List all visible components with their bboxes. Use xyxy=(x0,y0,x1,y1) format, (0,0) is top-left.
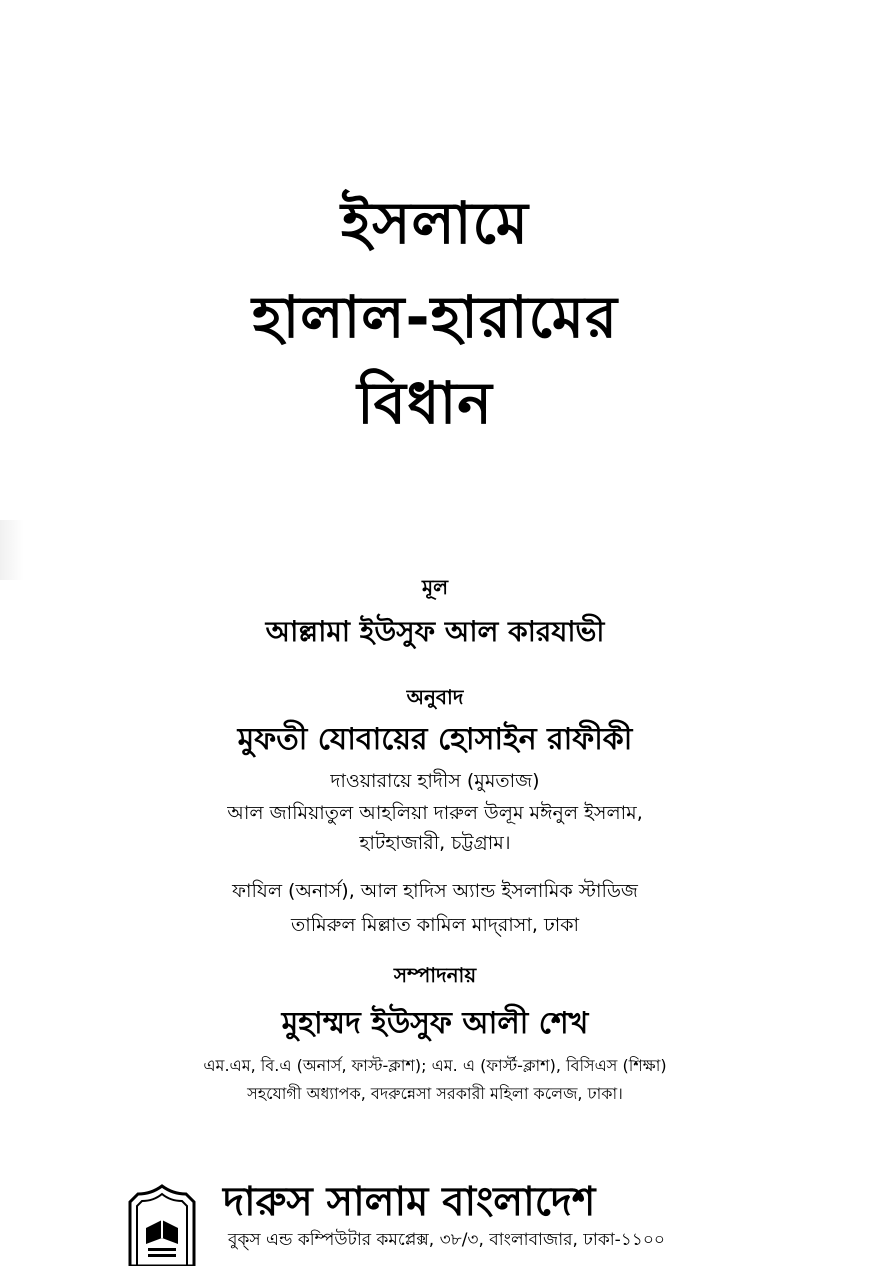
translator-credential-4: ফাযিল (অনার্স), আল হাদিস অ্যান্ড ইসলামিক স্টাডিজ xyxy=(232,880,638,902)
translator-credential-5: তামিরুল মিল্লাত কামিল মাদ্‌রাসা, ঢাকা xyxy=(290,914,580,936)
translation-label: অনুবাদ xyxy=(406,685,464,709)
book-title-line-3: বিধান xyxy=(357,369,493,437)
translator-credential-2: আল জামিয়াতুল আহলিয়া দারুল উলূম মঈনুল ইসলাম, xyxy=(227,802,643,824)
translator-name: মুফতী যোবায়ের হোসাইন রাফীকী xyxy=(237,722,633,757)
editor-name: মুহাম্মদ ইউসুফ আলী শেখ xyxy=(281,1006,589,1041)
publisher-address: বুক্‌স এন্ড কম্পিউটার কমপ্লেক্স, ৩৮/৩, বাংলাবাজার, ঢাকা-১১০০ xyxy=(228,1230,665,1250)
translator-credential-1: দাওয়ারায়ে হাদীস (মুমতাজ) xyxy=(330,770,540,792)
book-title-line-1: ইসলামে xyxy=(340,189,530,257)
publisher-block xyxy=(118,1178,870,1259)
scan-edge-shadow xyxy=(0,520,24,580)
quran-book-logo-icon xyxy=(118,1182,206,1266)
translator-credential-3: হাটহাজারী, চট্টগ্রাম। xyxy=(359,832,511,854)
original-label: মূল xyxy=(421,575,448,599)
original-author: আল্লামা ইউসুফ আল কারযাভী xyxy=(265,615,605,648)
editor-credential-1: এম.এম, বি.এ (অনার্স, ফাস্ট-ক্লাশ); এম. এ (ফার্স্ট-ক্লাশ), বিসিএস (শিক্ষা) xyxy=(203,1056,667,1075)
editor-credential-2: সহযোগী অধ্যাপক, বদরুন্নেসা সরকারী মহিলা কলেজ, ঢাকা। xyxy=(247,1084,623,1103)
editing-label: সম্পাদনায় xyxy=(393,963,477,987)
book-title-line-2: হালাল-হারামের xyxy=(251,283,619,351)
publisher-name: দারুস সালাম বাংলাদেশ xyxy=(223,1179,596,1225)
